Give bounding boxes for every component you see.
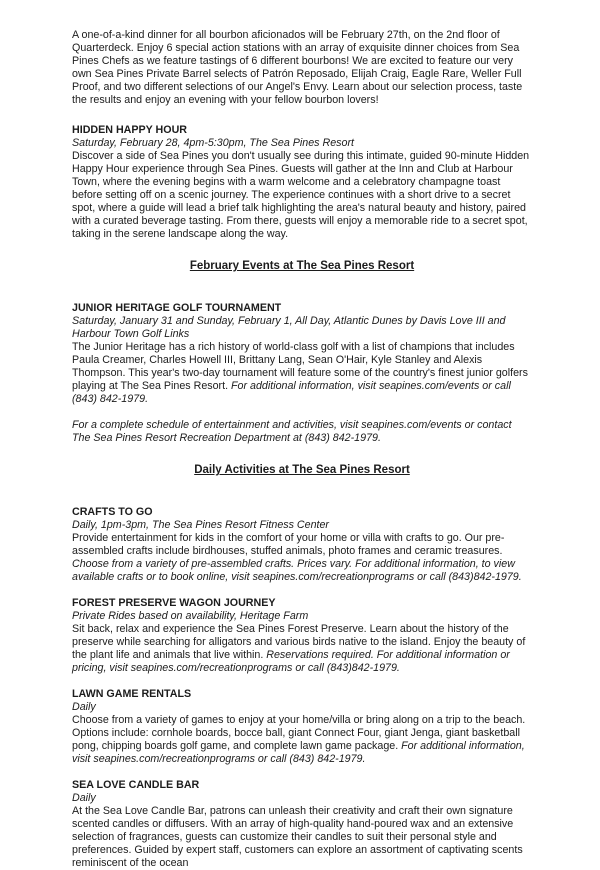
- event-body-hidden-happy-hour: [72, 150, 532, 241]
- event-when-sea-love-candle-bar: Daily: [72, 792, 96, 804]
- event-hidden-happy-hour: [72, 124, 532, 241]
- event-body-text: At the Sea Love Candle Bar, patrons can unleash their creativity and craft their own signature scented candles or diffusers. With an array of high-quality hand-poured wax and an extensive selection of fragrances, guests can customize their candles to suit their personal style and preferences. Guided by expert staff, customers can explore an assortment of captivating scents reminiscent of the ocean: [72, 805, 523, 869]
- event-body-italic-note: For additional information, visit seapines.com/events or call (843) 842-1979.: [72, 380, 511, 405]
- event-title-hidden-happy-hour: HIDDEN HAPPY HOUR: [72, 124, 188, 136]
- event-body-text: Provide entertainment for kids in the comfort of your home or villa with crafts to go. Our pre-assembled crafts include birdhouses, stuffed animals, photo frames and ceramic treasures.: [72, 532, 505, 557]
- paragraph-bourbon-dinner: A one-of-a-kind dinner for all bourbon aficionados will be February 27th, on the 2nd floor of Quarterdeck. Enjoy 6 special action stations with an array of exquisite dinner choices from Sea Pines Chefs as we feature tastings of 6 different bourbons! We are excited to feature our very own Sea Pines Private Barrel selects of Patrón Reposado, Elijah Craig, Eagle Rare, Weller Full Proof, and two different selections of our Angel's Envy. Learn about our selection process, taste the results and enjoy an evening with your fellow bourbon lovers!: [72, 29, 523, 106]
- section-header-daily-activities: Daily Activities at The Sea Pines Resort: [194, 464, 410, 476]
- paragraph-schedule-note: For a complete schedule of entertainment and activities, visit seapines.com/events or contact The Sea Pines Resort Recreation Department at (843) 842-1979.: [72, 419, 512, 444]
- event-body-text: Discover a side of Sea Pines you don't usually see during this intimate, guided 90-minute Hidden Happy Hour experience through Sea Pines. Guests will gather at the Inn and Club at Harbour Town, where the evening begins with a warm welcome and a celebratory champagne toast before setting off on a scenic journey. The experience continues with a short drive to a secret spot, where a guide will lead a brief talk highlighting the area's natural beauty and history, paired with a curated beverage tasting. From there, guests will enjoy a memorable ride to a secret spot, taking in the serene landscape along the way.: [72, 150, 530, 240]
- event-body-italic-note: Reservations required. For additional information or pricing, visit seapines.com/recreationprograms or call (843)842-1979.: [72, 649, 510, 674]
- event-body-lawn-game-rentals: [72, 714, 532, 766]
- event-body-italic-note: For additional information, visit seapines.com/recreationprograms or call (843) 842-1979.: [72, 740, 525, 765]
- event-title-lawn-game-rentals: LAWN GAME RENTALS: [72, 688, 192, 700]
- event-lawn-game-rentals: [72, 688, 532, 766]
- event-title-junior-heritage: JUNIOR HERITAGE GOLF TOURNAMENT: [72, 302, 282, 314]
- event-when-forest-preserve: Private Rides based on availability, Heritage Farm: [72, 610, 309, 622]
- event-body-text: Choose from a variety of games to enjoy at your home/villa or bring along on a trip to the beach. Options include: cornhole boards, bocce ball, giant Connect Four, giant Jenga, giant basketball pong, chipping boards golf game, and complete lawn game package.: [72, 714, 526, 752]
- event-body-italic-note: Choose from a variety of pre-assembled crafts. Prices vary. For additional information, to view available crafts or to book online, visit seapines.com/recreationprograms or call (843)842-1979.: [72, 558, 522, 583]
- text-column: [72, 29, 532, 870]
- event-when-hidden-happy-hour: Saturday, February 28, 4pm-5:30pm, The Sea Pines Resort: [72, 137, 354, 149]
- section-header-february-events: February Events at The Sea Pines Resort: [189, 260, 415, 272]
- event-crafts-to-go: [72, 506, 532, 584]
- event-sea-love-candle-bar: [72, 779, 532, 870]
- event-when-crafts-to-go: Daily, 1pm-3pm, The Sea Pines Resort Fitness Center: [72, 519, 329, 531]
- event-forest-preserve-wagon-journey: [72, 597, 532, 675]
- event-junior-heritage: [72, 302, 532, 406]
- event-body-junior-heritage: [72, 341, 532, 406]
- event-body-text: Sit back, relax and experience the Sea Pines Forest Preserve. Learn about the history of the preserve while searching for alligators and various birds native to the island. Enjoy the beauty of the plant life and animals that live within.: [72, 623, 526, 661]
- event-title-forest-preserve: FOREST PRESERVE WAGON JOURNEY: [72, 597, 276, 609]
- event-body-sea-love-candle-bar: [72, 805, 532, 870]
- event-when-junior-heritage: Saturday, January 31 and Sunday, February 1, All Day, Atlantic Dunes by Davis Love III and Harbour Town Golf Links: [72, 315, 506, 340]
- event-body-crafts-to-go: [72, 532, 532, 584]
- event-body-forest-preserve: [72, 623, 532, 675]
- event-title-sea-love-candle-bar: SEA LOVE CANDLE BAR: [72, 779, 200, 791]
- event-when-lawn-game-rentals: Daily: [72, 701, 96, 713]
- event-body-text: The Junior Heritage has a rich history of world-class golf with a list of champions that includes Paula Creamer, Charles Howell III, Brittany Lang, Sean O'Hair, Kyle Stanley and Alexis Thompson. This year's two-day tournament will feature some of the country's finest junior golfers playing at The Sea Pines Resort.: [72, 341, 528, 392]
- event-title-crafts-to-go: CRAFTS TO GO: [72, 506, 153, 518]
